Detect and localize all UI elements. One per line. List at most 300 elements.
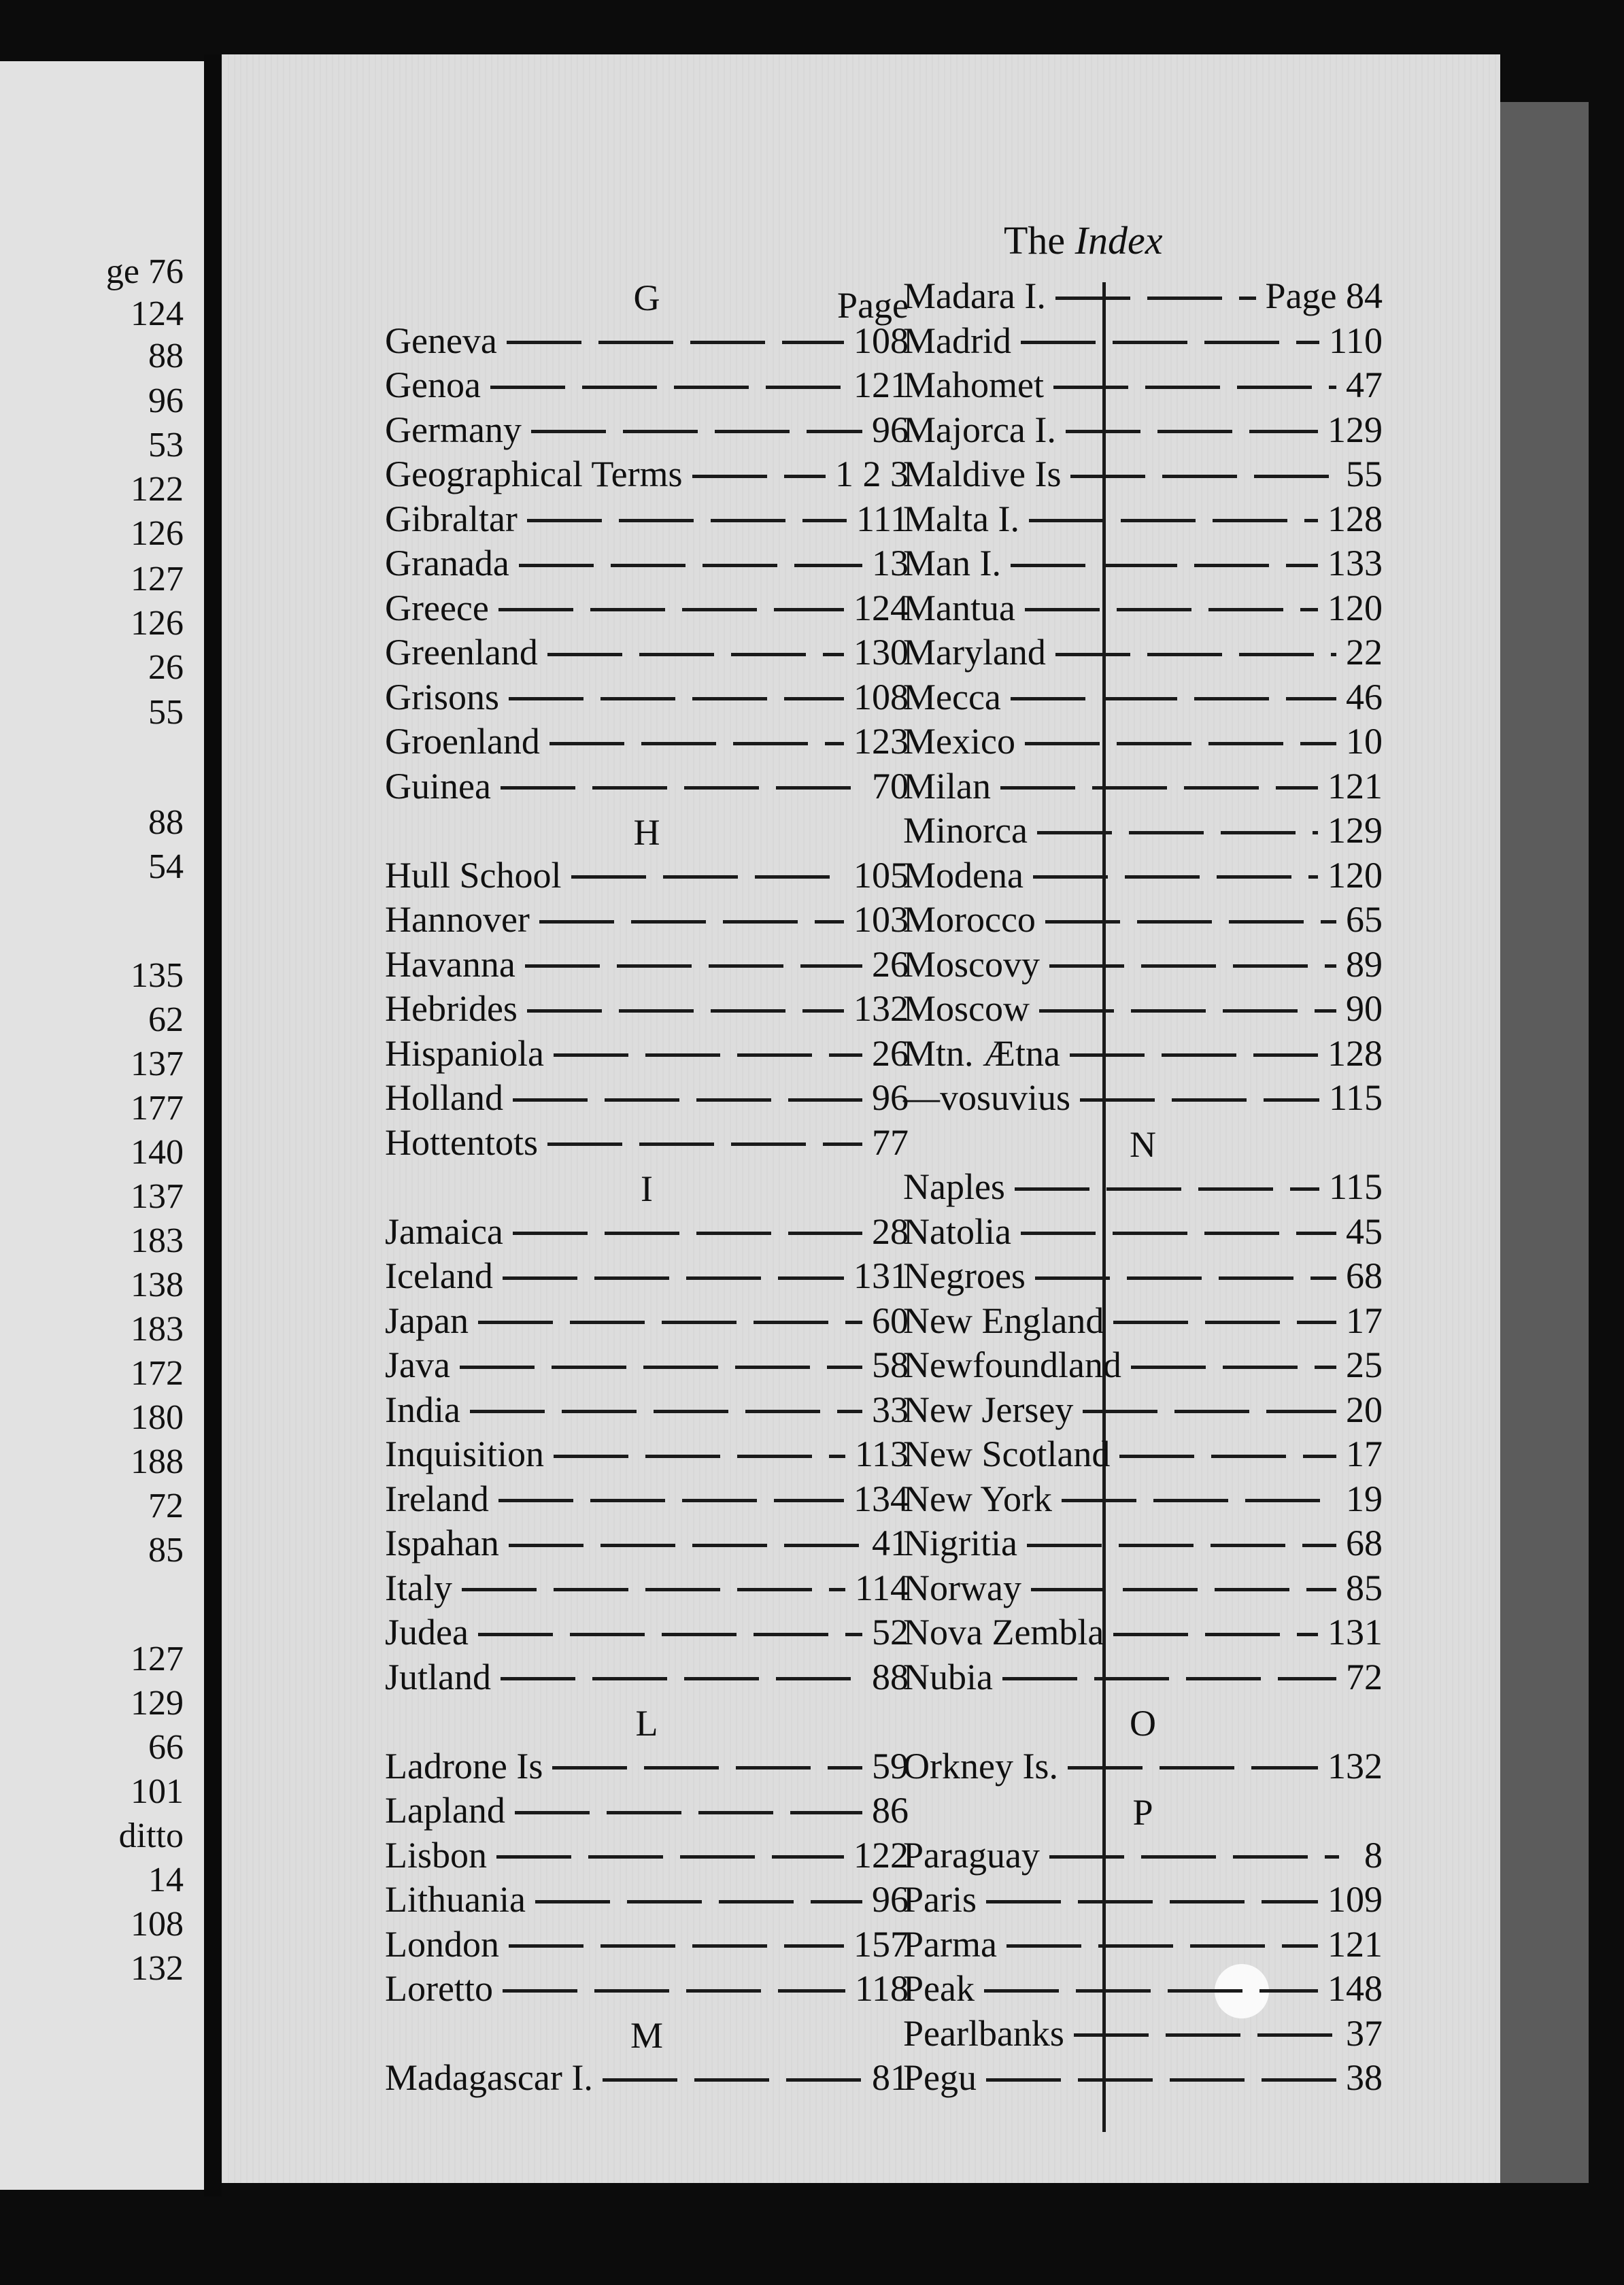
index-entry bbox=[903, 1655, 1383, 1699]
leader-rule bbox=[507, 341, 844, 344]
index-entry bbox=[385, 1032, 909, 1075]
entry-name: Orkney Is. bbox=[903, 1745, 1058, 1787]
leader-rule bbox=[1011, 564, 1318, 567]
section-letter-p: P bbox=[1132, 1792, 1153, 1833]
index-entry bbox=[385, 1521, 909, 1565]
index-entry bbox=[385, 1121, 909, 1164]
leader-rule bbox=[515, 1811, 862, 1814]
entry-name: Granada bbox=[385, 543, 509, 583]
title-italic: Index bbox=[1075, 218, 1163, 263]
entry-page-number: 110 bbox=[1329, 320, 1383, 361]
entry-page-number: 17 bbox=[1346, 1300, 1383, 1341]
previous-page-number: 26 bbox=[148, 648, 184, 687]
entry-page-number: 131 bbox=[853, 1255, 909, 1296]
entry-page-number: 38 bbox=[1346, 2057, 1383, 2098]
index-entry bbox=[903, 408, 1383, 452]
leader-rule bbox=[490, 386, 844, 389]
leader-rule bbox=[498, 1499, 844, 1502]
leader-rule bbox=[460, 1366, 862, 1369]
index-entry bbox=[385, 764, 909, 808]
entry-page-number: 111 bbox=[856, 498, 909, 539]
leader-rule bbox=[513, 1098, 862, 1102]
entry-name: Madagascar I. bbox=[385, 2057, 593, 2098]
index-entry bbox=[903, 1521, 1383, 1565]
entry-name: Lisbon bbox=[385, 1834, 488, 1876]
entry-name: India bbox=[385, 1389, 460, 1430]
entry-name: Mantua bbox=[903, 587, 1015, 628]
index-entry bbox=[903, 853, 1383, 897]
entry-name: Modena bbox=[903, 854, 1024, 896]
section-letter-n: N bbox=[1130, 1123, 1156, 1165]
entry-name: Madrid bbox=[903, 320, 1011, 361]
leader-rule bbox=[501, 786, 862, 790]
entry-name: Maldive Is bbox=[903, 454, 1062, 494]
index-entry bbox=[903, 987, 1383, 1030]
entry-name: Paris bbox=[903, 1879, 977, 1920]
index-entry bbox=[385, 1432, 909, 1476]
index-entry bbox=[385, 720, 909, 763]
entry-name: New Scotland bbox=[903, 1434, 1111, 1474]
entry-page-number: 58 bbox=[872, 1344, 909, 1385]
entry-name: Naples bbox=[903, 1166, 1005, 1207]
previous-page-number: 135 bbox=[131, 956, 184, 995]
section-letter-l: L bbox=[635, 1703, 658, 1744]
index-entry bbox=[903, 319, 1383, 362]
section-letter-g: G bbox=[633, 277, 660, 318]
entry-name: Greece bbox=[385, 587, 489, 628]
index-entry bbox=[903, 809, 1383, 852]
index-entry bbox=[385, 1388, 909, 1432]
entry-name: Mexico bbox=[903, 721, 1015, 762]
entry-page-number: 129 bbox=[1327, 810, 1383, 851]
entry-name: Ireland bbox=[385, 1478, 489, 1519]
entry-name: Hebrides bbox=[385, 988, 518, 1029]
entry-page-number: 130 bbox=[853, 632, 909, 673]
index-entry bbox=[903, 1254, 1383, 1298]
entry-name: Parma bbox=[903, 1923, 997, 1965]
leader-rule bbox=[462, 1588, 845, 1591]
entry-page-number: 45 bbox=[1346, 1211, 1383, 1252]
index-entry bbox=[385, 319, 909, 362]
entry-page-number: 59 bbox=[872, 1745, 909, 1787]
entry-name: Malta I. bbox=[903, 498, 1019, 539]
index-entry bbox=[903, 1076, 1383, 1119]
previous-page-number: 127 bbox=[131, 560, 184, 598]
leader-rule bbox=[1033, 875, 1318, 879]
leader-rule bbox=[1062, 1499, 1336, 1502]
entry-page-number: 129 bbox=[1327, 409, 1383, 450]
index-entry bbox=[385, 943, 909, 986]
index-entry bbox=[903, 943, 1383, 986]
entry-name: Pearlbanks bbox=[903, 2012, 1064, 2054]
entry-name: —vosuvius bbox=[903, 1077, 1071, 1118]
leader-rule bbox=[531, 430, 862, 433]
entry-name: Hannover bbox=[385, 899, 530, 940]
entry-page-number: 122 bbox=[853, 1834, 909, 1876]
previous-page-number: ge 76 bbox=[105, 252, 184, 291]
entry-name: Geographical Terms bbox=[385, 454, 683, 494]
entry-page-number: 121 bbox=[853, 365, 909, 405]
leader-rule bbox=[1053, 386, 1336, 389]
leader-rule bbox=[1066, 430, 1318, 433]
previous-page-number: 137 bbox=[131, 1045, 184, 1083]
entry-name: Madara I. bbox=[903, 275, 1046, 316]
index-entry bbox=[903, 1477, 1383, 1521]
leader-rule bbox=[1131, 1366, 1336, 1369]
leader-rule bbox=[1025, 742, 1336, 745]
previous-page-number: 108 bbox=[131, 1905, 184, 1944]
previous-page-number: 53 bbox=[148, 426, 184, 464]
entry-name: Mtn. Ætna bbox=[903, 1032, 1061, 1074]
leader-rule bbox=[1011, 697, 1336, 700]
page-title bbox=[1004, 218, 1162, 263]
entry-page-number: 72 bbox=[1346, 1656, 1383, 1697]
index-entry bbox=[385, 1923, 909, 1966]
entry-page-number: 103 bbox=[853, 899, 909, 940]
entry-name: Moscow bbox=[903, 988, 1030, 1029]
entry-page-number: 96 bbox=[872, 1879, 909, 1920]
entry-page-number: 121 bbox=[1327, 765, 1383, 807]
index-page bbox=[222, 54, 1500, 2183]
previous-page-number: 14 bbox=[148, 1861, 184, 1899]
index-entry bbox=[385, 363, 909, 407]
entry-page-number: Page 84 bbox=[1265, 275, 1383, 316]
entry-name: Maryland bbox=[903, 632, 1046, 673]
entry-name: Mecca bbox=[903, 676, 1001, 717]
entry-page-number: 20 bbox=[1346, 1389, 1383, 1430]
entry-name: Natolia bbox=[903, 1211, 1011, 1252]
entry-page-number: 70 bbox=[872, 765, 909, 807]
entry-name: Ispahan bbox=[385, 1523, 499, 1563]
entry-name: Guinea bbox=[385, 765, 491, 807]
entry-name: Java bbox=[385, 1344, 450, 1385]
index-entry bbox=[903, 2056, 1383, 2099]
leader-rule bbox=[1000, 786, 1318, 790]
entry-name: New England bbox=[903, 1300, 1104, 1341]
entry-page-number: 132 bbox=[853, 988, 909, 1029]
index-entry bbox=[385, 898, 909, 941]
index-entry bbox=[385, 1878, 909, 1921]
entry-page-number: 157 bbox=[853, 1923, 909, 1965]
entry-name: Morocco bbox=[903, 899, 1036, 940]
leader-rule bbox=[509, 1944, 844, 1948]
entry-name: Man I. bbox=[903, 543, 1001, 583]
index-entry bbox=[903, 586, 1383, 630]
index-entry bbox=[385, 1566, 909, 1610]
entry-name: New Jersey bbox=[903, 1389, 1074, 1430]
entry-page-number: 26 bbox=[872, 943, 909, 985]
index-entry bbox=[385, 1744, 909, 1788]
leader-rule bbox=[470, 1410, 862, 1413]
entry-page-number: 118 bbox=[855, 1968, 909, 2009]
index-entry bbox=[903, 1165, 1383, 1208]
previous-page-number: 72 bbox=[148, 1487, 184, 1525]
entry-name: Negroes bbox=[903, 1255, 1026, 1296]
previous-page-number: 126 bbox=[131, 604, 184, 643]
entry-name: Nigritia bbox=[903, 1523, 1017, 1563]
leader-rule bbox=[509, 697, 844, 700]
index-entry bbox=[903, 274, 1383, 318]
leader-rule bbox=[539, 920, 844, 924]
entry-page-number: 132 bbox=[1327, 1745, 1383, 1787]
entry-name: Loretto bbox=[385, 1968, 493, 2009]
previous-page-number: 101 bbox=[131, 1772, 184, 1811]
previous-page-number: 122 bbox=[131, 470, 184, 509]
index-entry bbox=[903, 1388, 1383, 1432]
leader-rule bbox=[986, 2078, 1336, 2082]
leader-rule bbox=[525, 964, 862, 968]
leader-rule bbox=[498, 608, 844, 611]
leader-rule bbox=[1021, 1232, 1336, 1235]
entry-name: Milan bbox=[903, 765, 991, 807]
leader-rule bbox=[513, 1232, 862, 1235]
leader-rule bbox=[503, 1276, 844, 1280]
entry-name: Newfoundland bbox=[903, 1344, 1121, 1385]
index-entry bbox=[385, 452, 909, 496]
index-entry bbox=[903, 764, 1383, 808]
entry-page-number: 115 bbox=[1329, 1077, 1383, 1118]
leader-rule bbox=[478, 1633, 862, 1636]
entry-page-number: 10 bbox=[1346, 721, 1383, 762]
entry-name: Norway bbox=[903, 1567, 1021, 1608]
entry-name: Germany bbox=[385, 409, 522, 450]
entry-name: Paraguay bbox=[903, 1834, 1040, 1876]
leader-rule bbox=[509, 1544, 862, 1547]
index-entry bbox=[385, 1210, 909, 1253]
index-entry bbox=[385, 1610, 909, 1654]
entry-name: Mahomet bbox=[903, 365, 1044, 405]
entry-page-number: 86 bbox=[872, 1790, 909, 1831]
entry-name: Greenland bbox=[385, 632, 538, 673]
entry-name: Hispaniola bbox=[385, 1032, 544, 1074]
leader-rule bbox=[478, 1321, 862, 1324]
section-letter-h: H bbox=[633, 812, 660, 853]
index-entry bbox=[385, 1343, 909, 1387]
previous-page-fragment bbox=[0, 61, 204, 2190]
entry-page-number: 85 bbox=[1346, 1567, 1383, 1608]
index-entry bbox=[385, 2056, 909, 2099]
index-entry bbox=[903, 363, 1383, 407]
section-letter-m: M bbox=[630, 2014, 663, 2056]
entry-page-number: 124 bbox=[853, 587, 909, 628]
entry-name: Moscovy bbox=[903, 943, 1040, 985]
entry-page-number: 41 bbox=[872, 1523, 909, 1563]
previous-page-number: 188 bbox=[131, 1442, 184, 1481]
leader-rule bbox=[1049, 964, 1336, 968]
leader-rule bbox=[547, 1142, 862, 1146]
leader-rule bbox=[552, 1766, 862, 1770]
index-entry bbox=[903, 1967, 1383, 2010]
entry-name: Minorca bbox=[903, 810, 1028, 851]
index-entry bbox=[385, 541, 909, 585]
entry-page-number: 134 bbox=[853, 1478, 909, 1519]
leader-rule bbox=[986, 1900, 1318, 1903]
entry-page-number: 25 bbox=[1346, 1344, 1383, 1385]
index-entry bbox=[903, 1923, 1383, 1966]
entry-page-number: 105 bbox=[853, 854, 909, 896]
previous-page-number: 140 bbox=[131, 1133, 184, 1172]
entry-name: Peak bbox=[903, 1968, 975, 2009]
leader-rule bbox=[1039, 1009, 1336, 1013]
leader-rule bbox=[503, 1989, 845, 1993]
entry-name: Hull School bbox=[385, 854, 562, 896]
entry-name: Judea bbox=[385, 1612, 469, 1653]
leader-rule bbox=[1029, 519, 1318, 522]
entry-name: London bbox=[385, 1923, 499, 1965]
previous-page-number: 127 bbox=[131, 1640, 184, 1678]
previous-page-number: 88 bbox=[148, 803, 184, 842]
entry-name: Grisons bbox=[385, 676, 500, 717]
entry-page-number: 108 bbox=[853, 676, 909, 717]
index-entry bbox=[903, 675, 1383, 719]
previous-page-number: 129 bbox=[131, 1684, 184, 1723]
leader-rule bbox=[603, 2078, 862, 2082]
entry-page-number: 115 bbox=[1329, 1166, 1383, 1207]
leader-rule bbox=[527, 1009, 844, 1013]
leader-rule bbox=[1080, 1098, 1319, 1102]
index-entry bbox=[385, 1477, 909, 1521]
entry-page-number: 28 bbox=[872, 1211, 909, 1252]
previous-page-number: 183 bbox=[131, 1310, 184, 1349]
previous-page-number: 66 bbox=[148, 1728, 184, 1767]
previous-page-number: 54 bbox=[148, 847, 184, 886]
entry-page-number: 26 bbox=[872, 1032, 909, 1074]
entry-name: Majorca I. bbox=[903, 409, 1056, 450]
index-entry bbox=[903, 1210, 1383, 1253]
leader-rule bbox=[1037, 831, 1318, 834]
entry-page-number: 88 bbox=[872, 1656, 909, 1697]
leader-rule bbox=[984, 1989, 1318, 1993]
index-entry bbox=[903, 497, 1383, 541]
leader-rule bbox=[1068, 1766, 1318, 1770]
entry-page-number: 133 bbox=[1327, 543, 1383, 583]
leader-rule bbox=[1049, 1855, 1339, 1859]
leader-rule bbox=[1031, 1588, 1336, 1591]
leader-rule bbox=[1021, 341, 1319, 344]
index-entry bbox=[385, 1655, 909, 1699]
page-edge bbox=[1500, 102, 1589, 2183]
leader-rule bbox=[1035, 1276, 1336, 1280]
entry-page-number: 120 bbox=[1327, 854, 1383, 896]
index-entry bbox=[903, 452, 1383, 496]
leader-rule bbox=[496, 1855, 844, 1859]
leader-rule bbox=[1027, 1544, 1336, 1547]
entry-page-number: 47 bbox=[1346, 365, 1383, 405]
entry-name: Ladrone Is bbox=[385, 1745, 543, 1787]
entry-page-number: 68 bbox=[1346, 1255, 1383, 1296]
leader-rule bbox=[1002, 1677, 1336, 1680]
index-entry bbox=[385, 1254, 909, 1298]
index-entry bbox=[903, 2012, 1383, 2055]
entry-page-number: 17 bbox=[1346, 1434, 1383, 1474]
entry-page-number: 55 bbox=[1346, 454, 1383, 494]
entry-page-number: 128 bbox=[1327, 498, 1383, 539]
index-entry bbox=[903, 720, 1383, 763]
leader-rule bbox=[1006, 1944, 1318, 1948]
index-entry bbox=[385, 675, 909, 719]
entry-page-number: 46 bbox=[1346, 676, 1383, 717]
index-entry bbox=[903, 1878, 1383, 1921]
leader-rule bbox=[692, 475, 826, 478]
entry-name: Groenland bbox=[385, 721, 540, 762]
entry-page-number: 65 bbox=[1346, 899, 1383, 940]
leader-rule bbox=[501, 1677, 862, 1680]
leader-rule bbox=[554, 1455, 845, 1458]
index-entry bbox=[903, 898, 1383, 941]
entry-name: Holland bbox=[385, 1077, 503, 1118]
title-prefix: The bbox=[1004, 218, 1066, 263]
entry-page-number: 123 bbox=[853, 721, 909, 762]
entry-page-number: 114 bbox=[855, 1567, 909, 1608]
entry-name: Jutland bbox=[385, 1656, 491, 1697]
previous-page-number: 177 bbox=[131, 1089, 184, 1128]
leader-rule bbox=[1119, 1455, 1336, 1458]
entry-page-number: 128 bbox=[1327, 1032, 1383, 1074]
previous-page-number: ditto bbox=[118, 1816, 184, 1855]
index-entry bbox=[903, 1432, 1383, 1476]
page-header-label: Page bbox=[837, 285, 909, 326]
leader-rule bbox=[527, 519, 847, 522]
index-entry bbox=[385, 497, 909, 541]
previous-page-number: 96 bbox=[148, 382, 184, 420]
index-entry bbox=[385, 1967, 909, 2010]
entry-page-number: 33 bbox=[872, 1389, 909, 1430]
entry-name: Lithuania bbox=[385, 1879, 526, 1920]
entry-name: Jamaica bbox=[385, 1211, 503, 1252]
entry-name: Pegu bbox=[903, 2057, 977, 2098]
previous-page-number: 183 bbox=[131, 1221, 184, 1260]
entry-page-number: 68 bbox=[1346, 1523, 1383, 1563]
previous-page-number: 88 bbox=[148, 337, 184, 375]
leader-rule bbox=[519, 564, 862, 567]
index-entry bbox=[385, 1833, 909, 1877]
entry-page-number: 81 bbox=[872, 2057, 909, 2098]
leader-rule bbox=[549, 742, 844, 745]
index-entry bbox=[903, 541, 1383, 585]
index-entry bbox=[385, 1789, 909, 1832]
entry-name: New York bbox=[903, 1478, 1053, 1519]
previous-page-number: 55 bbox=[148, 693, 184, 732]
book-gutter bbox=[204, 54, 222, 2197]
previous-page-number: 62 bbox=[148, 1000, 184, 1039]
index-entry bbox=[903, 1610, 1383, 1654]
previous-page-number: 137 bbox=[131, 1177, 184, 1216]
index-entry bbox=[385, 1299, 909, 1342]
leader-rule bbox=[1055, 297, 1256, 300]
leader-rule bbox=[547, 653, 844, 656]
leader-rule bbox=[554, 1053, 862, 1057]
entry-page-number: 77 bbox=[872, 1121, 909, 1163]
index-entry bbox=[903, 630, 1383, 674]
index-entry bbox=[385, 1076, 909, 1119]
previous-page-number: 138 bbox=[131, 1266, 184, 1304]
leader-rule bbox=[535, 1900, 862, 1903]
entry-page-number: 8 bbox=[1364, 1834, 1383, 1876]
entry-page-number: 37 bbox=[1346, 2012, 1383, 2054]
previous-page-number: 124 bbox=[131, 294, 184, 333]
index-entry bbox=[903, 1566, 1383, 1610]
index-entry bbox=[903, 1744, 1383, 1788]
previous-page-number: 85 bbox=[148, 1531, 184, 1570]
leader-rule bbox=[1045, 920, 1336, 924]
entry-name: Hottentots bbox=[385, 1121, 538, 1163]
entry-page-number: 108 bbox=[853, 320, 909, 361]
entry-name: Italy bbox=[385, 1567, 452, 1608]
index-entry bbox=[903, 1032, 1383, 1075]
entry-page-number: 90 bbox=[1346, 988, 1383, 1029]
entry-page-number: 131 bbox=[1327, 1612, 1383, 1653]
previous-page-number: 132 bbox=[131, 1949, 184, 1988]
